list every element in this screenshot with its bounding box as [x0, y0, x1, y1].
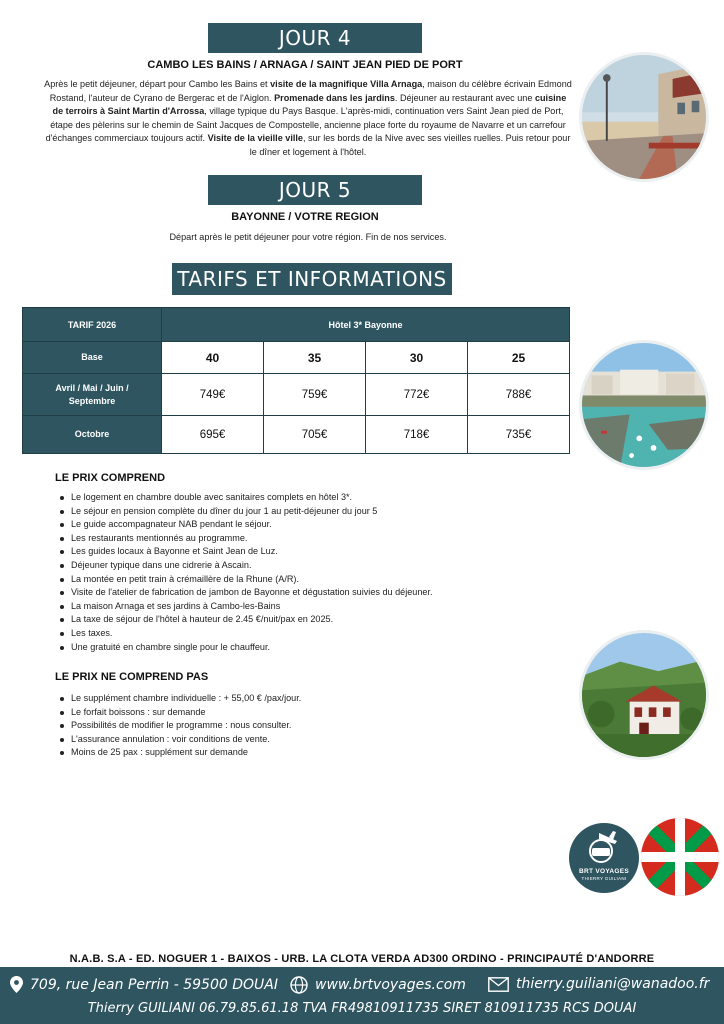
tarifs-banner: TARIFS ET INFORMATIONS	[172, 263, 452, 295]
photo-basque-house	[579, 630, 709, 760]
footer-address-text: 709, rue Jean Perrin - 59500 DOUAI	[30, 976, 278, 993]
day4-title: CAMBO LES BAINS / ARNAGA / SAINT JEAN PIED DE PORT	[147, 59, 463, 71]
list-item: Les guides locaux à Bayonne et Saint Jean de Luz.	[60, 545, 540, 559]
footer-email-link[interactable]: thierry.guiliani@wanadoo.fr	[516, 976, 710, 992]
price-cell: 735€	[468, 416, 570, 454]
day4-text-segment: Après le petit déjeuner, départ pour Cambo les Bains et	[44, 79, 271, 89]
day5-description: Départ après le petit déjeuner pour votre région. Fin de nos services.	[169, 232, 447, 242]
basque-flag-icon	[641, 818, 719, 896]
footer-address	[10, 976, 278, 993]
logo-owner-name: THIERRY GUILIANI	[581, 876, 627, 881]
footer-website-link[interactable]: www.brtvoyages.com	[315, 977, 466, 993]
airplane-icon	[569, 823, 639, 869]
footer	[0, 967, 724, 1024]
day4-text-segment: , village typique du Pays Basque. L'après-midi, continuation vers Saint Jean pied de Port, étape des pèlerins sur le chemin de Saint Jacques de Compostelle, ancienne place forte du royaume de Navarre et un carrefour d'échanges commerciaux toujours actif.	[45, 106, 566, 143]
list-item: Le logement en chambre double avec sanitaires complets en hôtel 3*.	[60, 491, 540, 505]
period-label: Octobre	[23, 416, 162, 454]
globe-icon	[290, 976, 308, 994]
list-item: Déjeuner typique dans une cidrerie à Ascain.	[60, 559, 540, 573]
day4-text-segment: , sur les bords de la Nive avec ses vieilles ruelles. Puis retour pour le dîner et logement à l'hôtel.	[249, 133, 571, 157]
day4-highlight: cuisine de terroirs à Saint Martin d'Arrossa	[52, 92, 567, 116]
list-item: La montée en petit train à crémaillère de la Rhune (A/R).	[60, 573, 540, 587]
price-cell: 772€	[366, 374, 468, 416]
day5-title: BAYONNE / VOTRE REGION	[231, 211, 379, 223]
list-item: La taxe de séjour de l'hôtel à hauteur de 2.45 €/nuit/pax en 2025.	[60, 613, 540, 627]
list-item: Moins de 25 pax : supplément sur demande	[60, 746, 540, 760]
tarifs-table	[22, 307, 570, 454]
price-cell: 749€	[162, 374, 264, 416]
footer-email[interactable]	[488, 976, 709, 992]
day4-highlight: Promenade dans les jardins	[274, 92, 395, 103]
list-item: Une gratuité en chambre single pour le chauffeur.	[60, 641, 540, 655]
logo-brand-name: BRT VOYAGES	[578, 868, 629, 875]
list-item: Visite de l'atelier de fabrication de jambon de Bayonne et dégustation suivies du déjeuner.	[60, 586, 540, 600]
price-cell: 695€	[162, 416, 264, 454]
list-item: Les taxes.	[60, 627, 540, 641]
legal-address: N.A.B. S.A - ED. NOGUER 1 - BAIXOS - URB. LA CLOTA VERDA AD300 ORDINO - PRINCIPAUTÉ D'ANDORRE	[69, 953, 655, 965]
prix-comprend-list	[60, 491, 540, 654]
footer-website[interactable]	[290, 976, 466, 994]
map-pin-icon	[10, 976, 23, 993]
envelope-icon	[488, 977, 509, 992]
day5-banner: JOUR 5	[208, 175, 422, 205]
list-item: Possibilités de modifier le programme : nous consulter.	[60, 719, 540, 733]
price-cell: 788€	[468, 374, 570, 416]
base-value: 30	[366, 342, 468, 374]
list-item: Les restaurants mentionnés au programme.	[60, 532, 540, 546]
prix-ne-comprend-title: LE PRIX NE COMPREND PAS	[55, 671, 209, 683]
prix-ne-comprend-list	[60, 692, 540, 760]
list-item: La maison Arnaga et ses jardins à Cambo-les-Bains	[60, 600, 540, 614]
list-item: Le forfait boissons : sur demande	[60, 706, 540, 720]
price-cell: 718€	[366, 416, 468, 454]
footer-company-info: Thierry GUILIANI 06.79.85.61.18 TVA FR49810911735 SIRET 810911735 RCS DOUAI	[87, 1001, 637, 1016]
list-item: Le guide accompagnateur NAB pendant le séjour.	[60, 518, 540, 532]
list-item: Le supplément chambre individuelle : + 55,00 € /pax/jour.	[60, 692, 540, 706]
base-value: 40	[162, 342, 264, 374]
day4-text-segment: . Déjeuner au restaurant avec une	[394, 92, 535, 103]
day4-highlight: Visite de la vieille ville	[207, 133, 303, 143]
list-item: Le séjour en pension complète du dîner du jour 1 au petit-déjeuner du jour 5	[60, 505, 540, 519]
day4-description	[44, 78, 572, 159]
base-value: 35	[264, 342, 366, 374]
base-label: Base	[23, 342, 162, 374]
price-cell: 705€	[264, 416, 366, 454]
photo-promenade	[579, 52, 709, 182]
day4-highlight: visite de la magnifique Villa Arnaga	[270, 79, 423, 89]
hotel-header: Hôtel 3* Bayonne	[162, 308, 570, 342]
tarif-year-header: TARIF 2026	[23, 308, 162, 342]
period-label: Avril / Mai / Juin / Septembre	[23, 374, 162, 416]
price-cell: 759€	[264, 374, 366, 416]
prix-comprend-title: LE PRIX COMPREND	[55, 472, 166, 484]
day4-text-segment: , maison du célèbre écrivain Edmond Rostand, l'auteur de Cyrano de Bergerac et de l'Aiglon.	[49, 79, 572, 103]
day4-banner: JOUR 4	[208, 23, 422, 53]
list-item: L'assurance annulation : voir conditions de vente.	[60, 733, 540, 747]
base-value: 25	[468, 342, 570, 374]
photo-harbour	[579, 340, 709, 470]
brt-voyages-logo	[569, 823, 639, 893]
